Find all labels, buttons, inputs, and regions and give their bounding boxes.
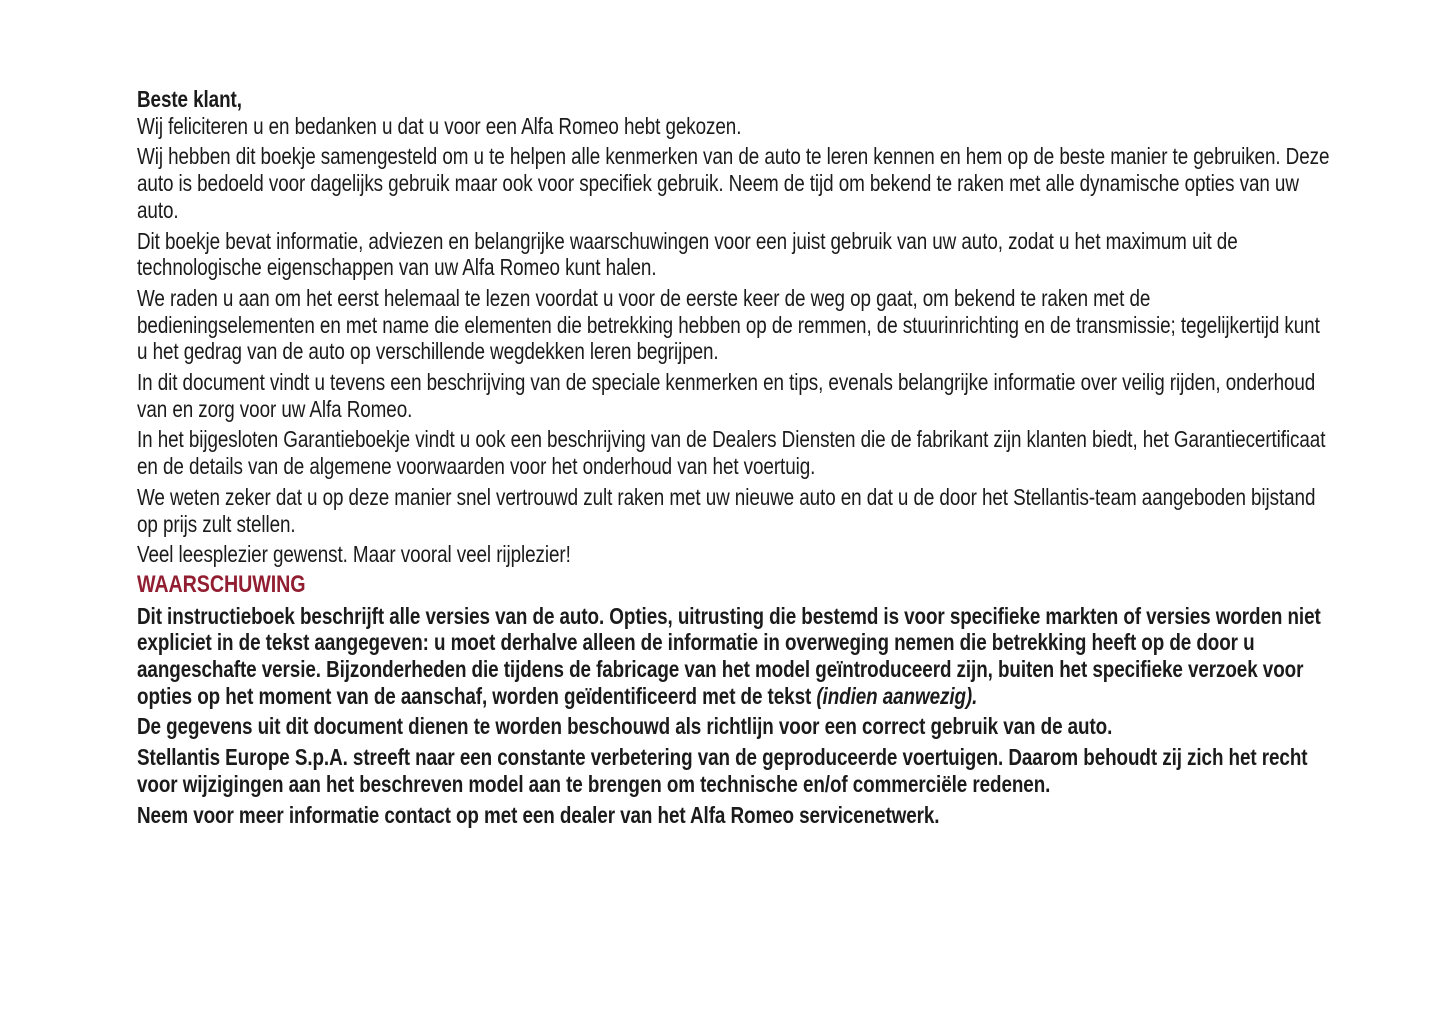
intro-paragraph-6: In het bijgesloten Garantieboekje vindt u ook een beschrijving van de Dealers Diensten die de fabrikant zijn klanten biedt, het Garantiecertificaat en de details van de algemene voorwaarden voor het onderhoud van het voertuig. bbox=[137, 426, 1326, 480]
warning-paragraph-1-text: Dit instructieboek beschrijft alle versies van de auto. Opties, uitrusting die bestemd is voor specifieke markten of versies worden niet expliciet in de tekst aangegeven: u moet derhalve alleen de informatie in overweging nemen die betrekking heeft op de door u aangeschafte versie. Bijzonderheden die tijdens de fabricage van het model geïntroduceerd zijn, buiten het specifieke verzoek voor opties op het moment van de aanschaf, worden geïdentificeerd met de tekst bbox=[137, 602, 1321, 709]
warning-paragraph-2: De gegevens uit dit document dienen te worden beschouwd als richtlijn voor een correct gebruik van de auto. bbox=[137, 713, 1113, 740]
warning-paragraph-1 bbox=[137, 603, 1331, 710]
intro-paragraph-4: We raden u aan om het eerst helemaal te lezen voordat u voor de eerste keer de weg op gaat, om bekend te raken met de bedieningselementen en met name die elementen die betrekking hebben op de remmen, de stuurinrichting en de transmissie; tegelijkertijd kunt u het gedrag van de auto op verschillende wegdekken leren begrijpen. bbox=[137, 284, 1320, 365]
intro-paragraph-3: Dit boekje bevat informatie, adviezen en belangrijke waarschuwingen voor een juist gebruik van uw auto, zodat u het maximum uit de technologische eigenschappen van uw Alfa Romeo kunt halen. bbox=[137, 227, 1238, 281]
intro-paragraph-2: Wij hebben dit boekje samengesteld om u te helpen alle kenmerken van de auto te leren kennen en hem op de beste manier te gebruiken. Deze auto is bedoeld voor dagelijks gebruik maar ook voor specifiek gebruik. Neem de tijd om bekend te raken met alle dynamische opties van uw auto. bbox=[137, 143, 1330, 223]
greeting-title: Beste klant, bbox=[137, 86, 242, 112]
warning-heading: WAARSCHUWING bbox=[137, 570, 306, 598]
warning-paragraph-4: Neem voor meer informatie contact op met een dealer van het Alfa Romeo servicenetwerk. bbox=[137, 801, 940, 828]
warning-paragraph-3: Stellantis Europe S.p.A. streeft naar een constante verbetering van de geproduceerde voertuigen. Daarom behoudt zij zich het recht voor wijzigingen aan het beschreven model aan te brengen om technische en/of commerciële redenen. bbox=[137, 744, 1308, 797]
page-content bbox=[137, 86, 1331, 828]
intro-paragraph-1: Wij feliciteren u en bedanken u dat u voor een Alfa Romeo hebt gekozen. bbox=[137, 112, 742, 139]
intro-paragraph-5: In dit document vindt u tevens een beschrijving van de speciale kenmerken en tips, evenals belangrijke informatie over veilig rijden, onderhoud van en zorg voor uw Alfa Romeo. bbox=[137, 369, 1316, 422]
warning-paragraph-1-italic: (indien aanwezig). bbox=[816, 682, 978, 709]
intro-paragraph-7: We weten zeker dat u op deze manier snel vertrouwd zult raken met uw nieuwe auto en dat u de door het Stellantis-team aangeboden bijstand op prijs zult stellen. bbox=[137, 483, 1316, 537]
intro-paragraph-8: Veel leesplezier gewenst. Maar vooral veel rijplezier! bbox=[137, 541, 571, 568]
